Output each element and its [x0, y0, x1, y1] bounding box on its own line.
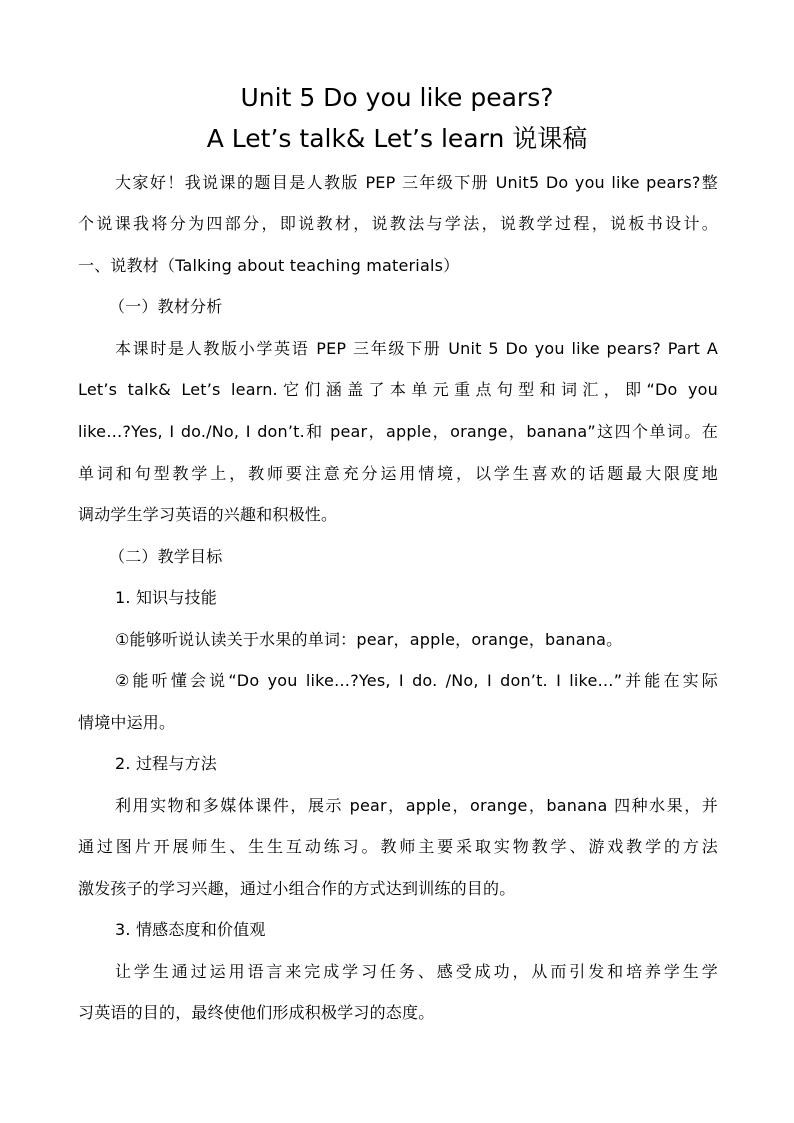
- paragraph-line: 激发孩子的学习兴趣，通过小组合作的方式达到训练的目的。: [78, 879, 516, 898]
- list-heading: 1. 知识与技能: [115, 588, 217, 607]
- list-item: ②能听懂会说“Do you like…?Yes, I do. /No, I don’t. I like…”并能在实际: [115, 671, 718, 690]
- section-heading: 一、说教材（Talking about teaching materials）: [78, 256, 460, 275]
- paragraph-line: 大家好！我说课的题目是人教版 PEP 三年级下册 Unit5 Do you like pears?整: [115, 173, 718, 192]
- paragraph-line: 个说课我将分为四部分，即说教材，说教法与学法，说教学过程，说板书设计。: [78, 214, 718, 233]
- paragraph-line: 利用实物和多媒体课件，展示 pear，apple，orange，banana 四种水果，并: [115, 796, 718, 815]
- paragraph-line: 本课时是人教版小学英语 PEP 三年级下册 Unit 5 Do you like pears? Part A: [115, 339, 718, 358]
- paragraph-line: 单词和句型教学上，教师要注意充分运用情境，以学生喜欢的话题最大限度地: [78, 464, 718, 483]
- paragraph-line: like…?Yes, I do./No, I don’t.和 pear，apple，orange，banana”这四个单词。在: [78, 422, 718, 441]
- paragraph-line: 让学生通过运用语言来完成学习任务、感受成功，从而引发和培养学生学: [115, 962, 718, 981]
- subsection-heading: （一）教材分析: [109, 297, 223, 316]
- document-title-line-1: Unit 5 Do you like pears?: [240, 83, 554, 112]
- list-heading: 2. 过程与方法: [115, 754, 217, 773]
- document-title-line-2: A Let’s talk& Let’s learn 说课稿: [206, 124, 588, 153]
- list-item-continuation: 情境中运用。: [78, 713, 176, 732]
- paragraph-line: 调动学生学习英语的兴趣和积极性。: [78, 505, 338, 524]
- paragraph-line: 通过图片开展师生、生生互动练习。教师主要采取实物教学、游戏教学的方法: [78, 837, 718, 856]
- paragraph-line: 习英语的目的，最终使他们形成积极学习的态度。: [78, 1003, 435, 1022]
- subsection-heading: （二）教学目标: [109, 547, 223, 566]
- list-heading: 3. 情感态度和价值观: [115, 920, 266, 939]
- list-item: ①能够听说认读关于水果的单词：pear，apple，orange，banana。: [115, 630, 623, 649]
- paragraph-line: Let’s talk& Let’s learn.它们涵盖了本单元重点句型和词汇，即“Do you: [78, 380, 718, 399]
